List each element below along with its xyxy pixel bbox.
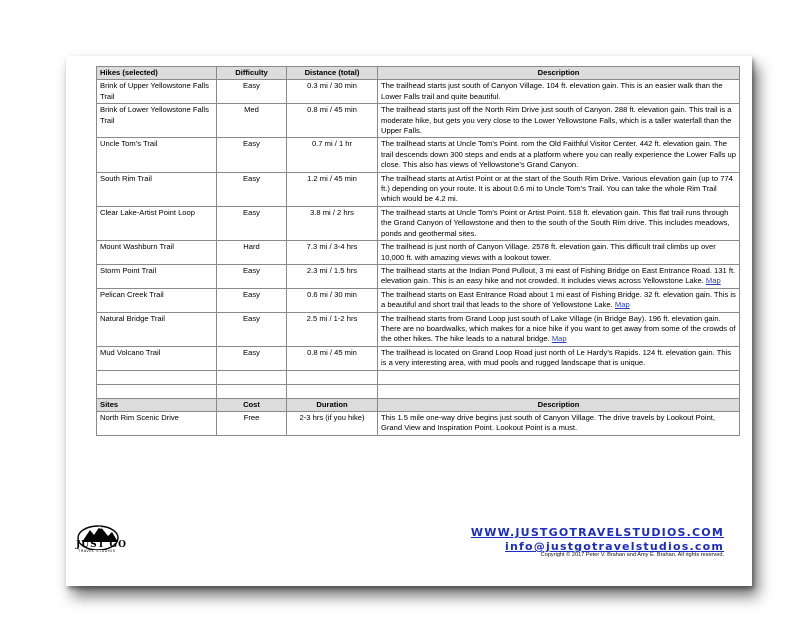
site-cost: Free bbox=[217, 411, 287, 435]
hike-name: Natural Bridge Trail bbox=[97, 312, 217, 346]
site-description: This 1.5 mile one-way drive begins just south of Canyon Village. The drive travels by Lookout Point, Grand View and Inspiration Point. Lookout Point is a must. bbox=[378, 411, 740, 435]
header-description: Description bbox=[378, 67, 740, 80]
hike-description-text: The trailhead is just north of Canyon Village. 2578 ft. elevation gain. This difficult trail climbs up over 10,000 ft. with amazing views with a lookout tower. bbox=[381, 242, 716, 262]
hike-distance: 2.5 mi / 1-2 hrs bbox=[287, 312, 378, 346]
hike-difficulty: Easy bbox=[217, 346, 287, 370]
hike-name: Mud Volcano Trail bbox=[97, 346, 217, 370]
header-duration: Duration bbox=[287, 398, 378, 411]
hike-name: South Rim Trail bbox=[97, 172, 217, 206]
website-link[interactable]: WWW.JUSTGOTRAVELSTUDIOS.COM bbox=[470, 526, 724, 539]
blank-cell bbox=[217, 370, 287, 384]
table-row bbox=[97, 206, 740, 240]
hike-name: Clear Lake-Artist Point Loop bbox=[97, 206, 217, 240]
hike-distance: 0.8 mi / 45 min bbox=[287, 104, 378, 138]
header-site-description: Description bbox=[378, 398, 740, 411]
hike-difficulty: Easy bbox=[217, 264, 287, 288]
site-name: North Rim Scenic Drive bbox=[97, 411, 217, 435]
hike-name: Mount Washburn Trail bbox=[97, 241, 217, 265]
blank-cell bbox=[217, 384, 287, 398]
hike-distance: 7.3 mi / 3-4 hrs bbox=[287, 241, 378, 265]
blank-cell bbox=[378, 370, 740, 384]
hikes-header-row bbox=[97, 67, 740, 80]
hike-distance: 0.6 mi / 30 min bbox=[287, 288, 378, 312]
hike-difficulty: Easy bbox=[217, 312, 287, 346]
hike-description-text: The trailhead starts at Artist Point or at the start of the South Rim Drive. Various elevation gain (up to 774 ft.) depending on your route. It is about 0.6 mi to Uncle Tom’s Trail. You can take the whole Rim Trail which would be 4.2 mi. bbox=[381, 173, 733, 204]
header-difficulty: Difficulty bbox=[217, 67, 287, 80]
blank-row bbox=[97, 384, 740, 398]
hike-description-text: The trailhead starts from Grand Loop just south of Lake Village (in Bridge Bay). 196 ft. elevation gain. There are no boardwalks, which makes for a nice hike if you want to get away from some of the crowds of the other hikes. The hike leads to a natural bridge. bbox=[381, 313, 736, 344]
hike-description bbox=[378, 312, 740, 346]
hike-description-text: The trailhead starts just off the North Rim Drive just south of Canyon. 288 ft. elevation gain. This trail is a moderate hike, but gets you very close to the Lower Yellowstone Falls, which is a taller waterfall than the Upper Falls. bbox=[381, 105, 732, 136]
hike-difficulty: Easy bbox=[217, 288, 287, 312]
hike-description bbox=[378, 264, 740, 288]
hike-distance: 1.2 mi / 45 min bbox=[287, 172, 378, 206]
hike-description bbox=[378, 346, 740, 370]
hike-description bbox=[378, 206, 740, 240]
table-row bbox=[97, 288, 740, 312]
blank-cell bbox=[287, 384, 378, 398]
header-sites: Sites bbox=[97, 398, 217, 411]
hike-distance: 3.8 mi / 2 hrs bbox=[287, 206, 378, 240]
hike-name: Uncle Tom’s Trail bbox=[97, 138, 217, 172]
header-hikes: Hikes (selected) bbox=[97, 67, 217, 80]
hike-description-text: The trailhead starts at Uncle Tom’s Point or Artist Point. 518 ft. elevation gain. This flat trail runs through the Grand Canyon of Yellowstone and then to the south of the South Rim drive. This includes meadows, ponds and geothermal sites. bbox=[381, 207, 730, 238]
logo-wordmark: JUST GO bbox=[76, 540, 127, 550]
blank-cell bbox=[378, 384, 740, 398]
blank-row bbox=[97, 370, 740, 384]
table-row bbox=[97, 104, 740, 138]
hike-distance: 2.3 mi / 1.5 hrs bbox=[287, 264, 378, 288]
hike-difficulty: Hard bbox=[217, 241, 287, 265]
hike-distance: 0.3 mi / 30 min bbox=[287, 80, 378, 104]
table-row bbox=[97, 312, 740, 346]
blank-cell bbox=[97, 384, 217, 398]
sites-header-row bbox=[97, 398, 740, 411]
hike-distance: 0.7 mi / 1 hr bbox=[287, 138, 378, 172]
table-row bbox=[97, 241, 740, 265]
map-link[interactable]: Map bbox=[551, 334, 567, 344]
hike-description bbox=[378, 104, 740, 138]
blank-cell bbox=[97, 370, 217, 384]
hike-name: Brink of Upper Yellowstone Falls Trail bbox=[97, 80, 217, 104]
hike-description bbox=[378, 172, 740, 206]
map-link[interactable]: Map bbox=[614, 300, 630, 310]
email-link[interactable]: info@justgotravelstudios.com bbox=[505, 540, 724, 553]
hike-description bbox=[378, 241, 740, 265]
document-page bbox=[66, 56, 752, 586]
header-distance: Distance (total) bbox=[287, 67, 378, 80]
hike-difficulty: Easy bbox=[217, 172, 287, 206]
table-row bbox=[97, 264, 740, 288]
hike-description-text: The trailhead starts just south of Canyon Village. 104 ft. elevation gain. This is an easier walk than the Lower Falls trail and quite beautiful. bbox=[381, 81, 723, 101]
table-row bbox=[97, 411, 740, 435]
hike-description bbox=[378, 288, 740, 312]
hike-distance: 0.8 mi / 45 min bbox=[287, 346, 378, 370]
hike-difficulty: Easy bbox=[217, 80, 287, 104]
hike-description-text: The trailhead starts on East Entrance Road about 1 mi east of Fishing Bridge. 32 ft. elevation gain. This is a beautiful and short trail that leads to the shore of Yellowstone Lake. bbox=[381, 289, 736, 310]
hikes-sites-table bbox=[96, 66, 740, 436]
hike-name: Storm Point Trail bbox=[97, 264, 217, 288]
hike-difficulty: Med bbox=[217, 104, 287, 138]
hike-difficulty: Easy bbox=[217, 138, 287, 172]
logo-subtitle: TRAVEL STUDIOS bbox=[78, 549, 116, 553]
header-cost: Cost bbox=[217, 398, 287, 411]
hike-name: Pelican Creek Trail bbox=[97, 288, 217, 312]
hike-description bbox=[378, 80, 740, 104]
blank-cell bbox=[287, 370, 378, 384]
table-row bbox=[97, 138, 740, 172]
table-row bbox=[97, 346, 740, 370]
map-link[interactable]: Map bbox=[705, 276, 721, 286]
copyright-text: Copyright © 2017 Peter V. Brahan and Amy E. Brahan. All rights reserved. bbox=[540, 552, 724, 558]
table-row bbox=[97, 80, 740, 104]
hike-description-text: The trailhead is located on Grand Loop Road just north of Le Hardy’s Rapids. 124 ft. elevation gain. This is a very interesting area, with mud pools and rugged landscape that is unique. bbox=[381, 347, 732, 368]
table-row bbox=[97, 172, 740, 206]
site-duration: 2-3 hrs (if you hike) bbox=[287, 411, 378, 435]
hike-name: Brink of Lower Yellowstone Falls Trail bbox=[97, 104, 217, 138]
hike-difficulty: Easy bbox=[217, 206, 287, 240]
hike-description-text: The trailhead starts at the Indian Pond Pullout, 3 mi east of Fishing Bridge on East Entrance Road. 131 ft. elevation gain. This is an easy hike and not crowded. It includes views across Yellowstone Lake. bbox=[381, 265, 736, 286]
hike-description-text: The trailhead starts at Uncle Tom’s Point. rom the Old Faithful Visitor Center. 442 ft. elevation gain. The trail descends down 300 steps and ends at a platform where you can really experience the Lower Falls up close. This also has views of Yellowstone’s Grand Canyon. bbox=[381, 139, 737, 170]
hike-description bbox=[378, 138, 740, 172]
